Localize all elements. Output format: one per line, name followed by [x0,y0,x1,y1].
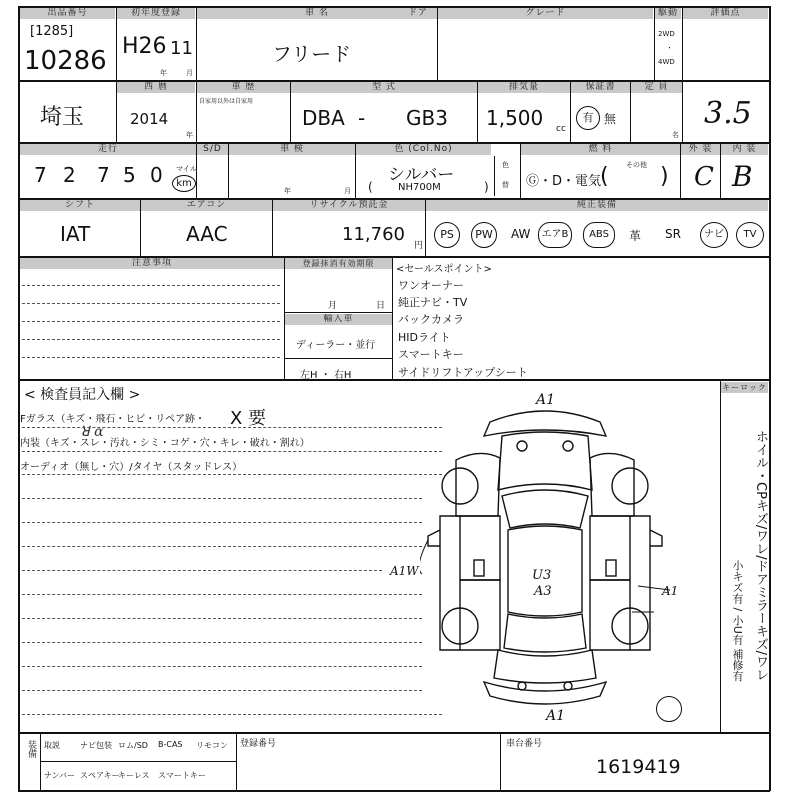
lot-no-label: 出品番号 [20,8,115,19]
sales-point: 純正ナビ・TV [398,296,468,309]
fuel-options: Ⓖ・D・電気 [526,174,602,189]
equip-pw: PW [471,222,497,248]
ac-value: AAC [186,222,228,246]
drive-4wd: 4WD [658,58,675,66]
western-year-label: 西 暦 [117,82,195,93]
inspection-label: 車 検 [229,144,355,155]
drive-2wd: 2WD [658,30,675,38]
model-code: GB3 [406,106,448,130]
drive-label: 駆動 [655,8,681,19]
color-label: 色 (Col.No) [356,144,491,155]
mileage-unit-km: km [172,175,196,192]
reg-expiry-label: 登録抹消有効期限 [285,258,392,269]
audio-tire-line: オーディオ（無し・穴）/タイヤ（スタッドレス） [20,462,243,473]
damage-mark-roof-2: A3 [534,584,552,599]
equip-abs: ABS [583,222,615,248]
damage-mark-right: A1 [662,584,679,598]
reg-month: 11 [170,38,193,59]
shift-label: シフト [20,200,140,211]
first-reg-label: 初年度登録 [117,8,195,19]
fglass-line: Fガラス（キズ・飛石・ヒビ・リペア跡・ [20,414,206,425]
score-label: 評価点 [683,8,768,19]
fglass-mark: X 要 [230,408,267,429]
equip-navi: ナビ [700,222,728,248]
capacity-label: 定 員 [631,82,682,93]
sales-point: HIDライト [398,331,451,344]
interior-label: 内 装 [721,144,768,155]
recycle-label: リサイクル預託金 [273,200,425,211]
damage-mark-front: A1 [536,392,556,408]
import-label: 輸入車 [285,314,392,325]
sales-point: スマートキー [398,348,464,361]
sales-point: バックカメラ [398,313,464,326]
year-unit: 年 [160,69,167,77]
western-year: 2014 [130,110,169,128]
car-name-label: 車 名 [197,8,437,19]
color-name: シルバー [388,165,455,185]
warranty-yes: 有 [576,106,600,130]
sales-point: ワンオーナー [398,279,464,292]
interior-line: 内装（キズ・スレ・汚れ・シミ・コゲ・穴・キレ・破れ・割れ） [20,438,310,449]
fuel-label: 燃 料 [521,144,680,155]
displacement-label: 排気量 [478,82,570,93]
sales-point: サイドリフトアップシート [398,366,528,379]
score-value: 3.5 [704,96,752,131]
chassis-label: 車台番号 [506,739,543,749]
history-label: 車 歴 [197,82,290,93]
region: 埼玉 [40,105,85,130]
chassis-number: 1619419 [596,756,681,778]
damage-mark-rear: A1 [546,708,566,724]
side-note-text: ホイル・CPキズ/ワレ/ドアミラーキズ/ワレ [753,430,768,682]
equip-airbag: エアB [538,222,572,248]
warranty-label: 保証書 [571,82,630,93]
grade-label: グレード [438,8,653,19]
equip-aw: AW [511,227,531,241]
model-prefix: DBA [302,106,345,130]
circle-mark [656,696,682,722]
color-code: NH700M [398,182,441,193]
exterior-label: 外 装 [681,144,720,155]
recycle-fee: 11,760 [342,224,405,245]
model-label: 型 式 [291,82,477,93]
exterior-grade: C [694,162,714,192]
doors-label: ドア [400,8,436,19]
month-unit: 月 [186,69,193,77]
dealer-parallel: ディーラー・並行 [296,340,376,351]
lot-no-sub: [1285] [30,24,74,39]
equipment-label: 純正装備 [426,200,768,211]
car-damage-diagram [420,400,670,730]
side-note-text-2: 小キズ有 / 小U有 補修有 [731,560,744,682]
reg-number-label: 登録番号 [240,739,277,749]
shift-value: IAT [60,222,91,246]
caution-label: 注意事項 [20,258,284,269]
mileage-label: 走行 [20,144,196,155]
keylock-label: キーロック [722,383,767,392]
damage-mark-roof-1: U3 [532,568,552,583]
mileage-unit-mile: マイル [176,165,197,173]
era-year: H26 [122,34,167,59]
equip-ps: PS [434,222,460,248]
equip-tv: TV [736,222,764,248]
history-note: 自家用以外は自家用 [199,98,254,105]
equip-leather: 革 [629,229,642,243]
car-name: フリード [272,42,352,66]
inspector-title: < 検査員記入欄 > [24,387,141,403]
lot-number: 10286 [24,46,107,76]
equip-sunroof: SR [665,227,681,241]
sales-points-label: <セールスポイント> [396,264,492,275]
damage-mark-left: A1W [390,564,419,578]
interior-grade: B [732,160,753,193]
displacement: 1,500 [486,106,544,130]
fuel-other: その他 [626,161,647,169]
handle-side: 左H ・ 右H [300,370,352,381]
footer-equip-label: 装備 [26,740,36,758]
warranty-no: 無 [604,112,617,126]
ac-label: エアコン [141,200,272,211]
sd-label: S/D [197,144,228,155]
